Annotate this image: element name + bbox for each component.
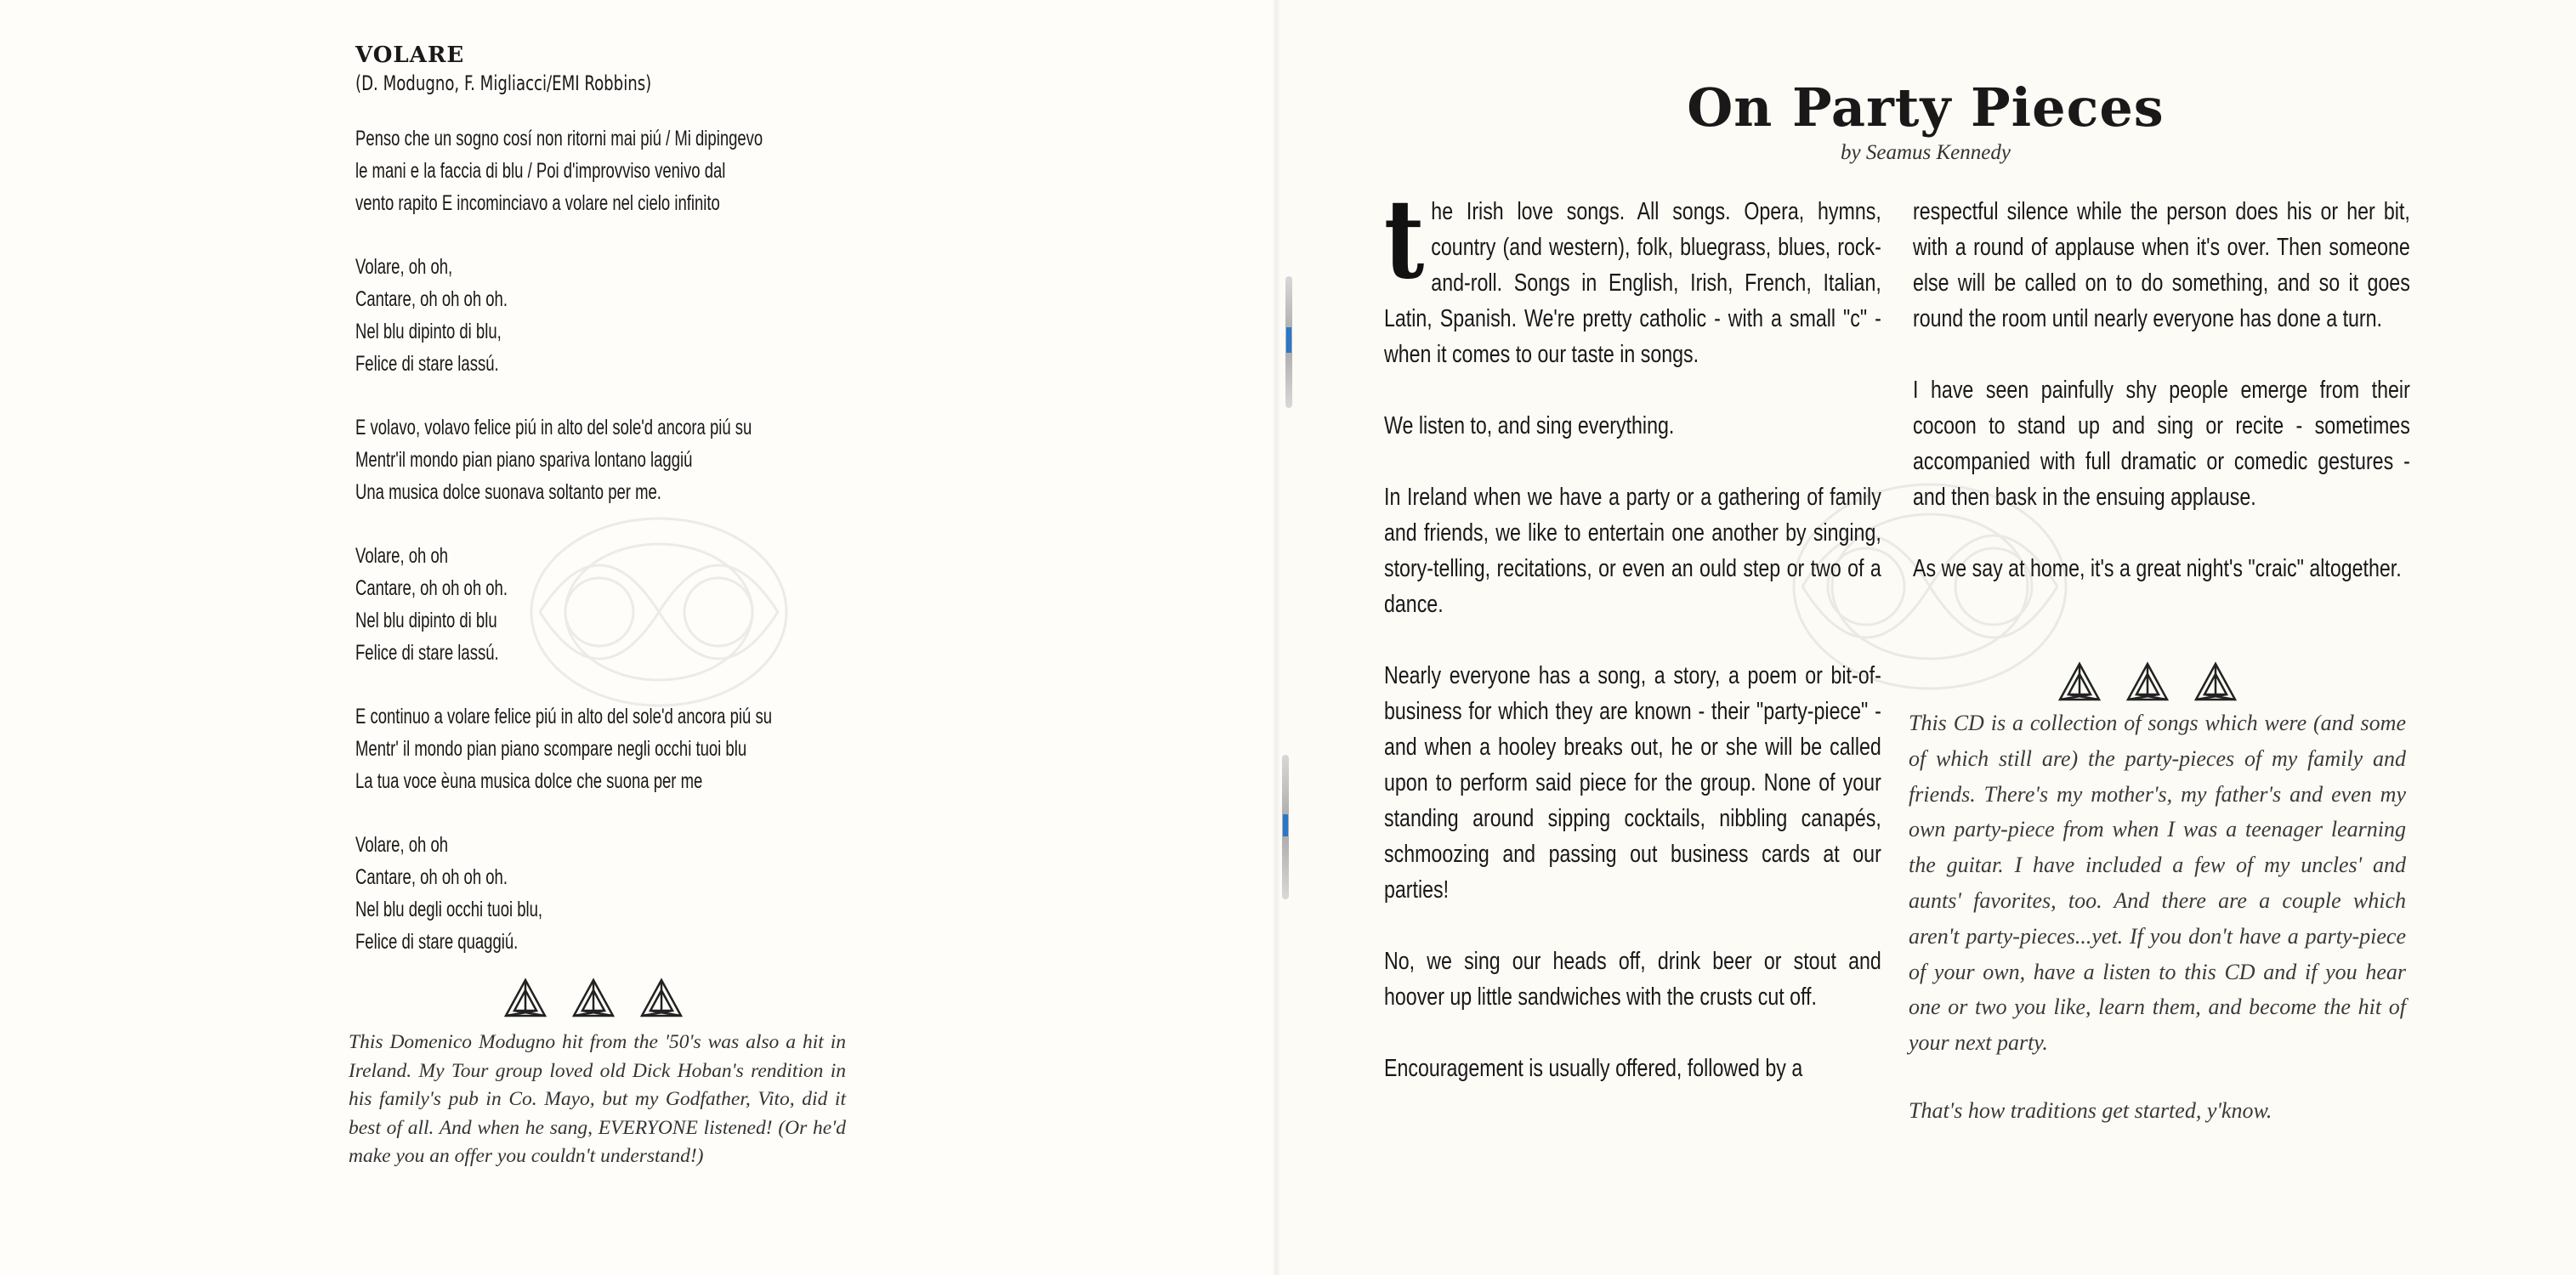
lyric-line: Volare, oh oh, (355, 255, 453, 279)
song-note: This Domenico Modugno hit from the '50's was also a hit in Ireland. My Tour group loved old Dick Hoban's rendition in his family's pub in Co. Mayo, but my Godfather, Vito, did it best of all. And when he sang, EVERYONE listened! (Or he'd make you an offer you couldn't understand!) (349, 1031, 846, 1167)
lyric-line: Penso che un sogno cosí non ritorni mai piú / Mi dipingevo (355, 127, 763, 150)
celtic-triangle-icon (571, 978, 616, 1018)
lyric-line: Volare, oh oh (355, 833, 449, 857)
closing-line: That's how traditions get started, y'know. (1909, 1097, 2272, 1123)
lyric-line: Felice di stare lassú. (355, 641, 499, 665)
lyric-line: Una musica dolce suonava soltanto per me. (355, 480, 661, 504)
first-paragraph-text: he Irish love songs. All songs. Opera, hymns, country (and western), folk, bluegrass, blues, rock-and-roll. Songs in English, Irish, French, Italian, Latin, Spanish. We're pretty catholic - with a small "c" - when it comes to our taste in songs. (1384, 198, 1881, 368)
essay-paragraph (1384, 176, 1881, 372)
song-credit: (D. Modugno, F. Migliacci/EMI Robbins) (355, 71, 652, 95)
lyric-line: Felice di stare quaggiú. (355, 930, 519, 954)
lyric-stanza (355, 829, 848, 958)
song-lyrics-section (355, 42, 848, 989)
staple-top (1285, 276, 1292, 408)
lyric-line: La tua voce èuna musica dolce che suona per me (355, 769, 703, 793)
lyric-stanza (355, 540, 848, 669)
essay-paragraph: I have seen painfully shy people emerge from their cocoon to stand up and sing or recite - sometimes accompanied with full dramatic or comedic gestures - and then bask in the ensuing applause. (1913, 377, 2410, 511)
lyric-line: Nel blu dipinto di blu (355, 609, 497, 632)
lyric-line: Cantare, oh oh oh oh. (355, 576, 508, 600)
essay-column-2 (1913, 194, 2410, 586)
lyric-stanza (355, 700, 848, 797)
lyric-stanza (355, 251, 848, 380)
essay-paragraph: No, we sing our heads off, drink beer or stout and hoover up little sandwiches with the crusts cut off. (1384, 948, 1881, 1011)
lyric-stanza (355, 411, 848, 508)
essay-column-1 (1384, 176, 1881, 1086)
lyric-line: Cantare, oh oh oh oh. (355, 865, 508, 889)
song-title: VOLARE (355, 42, 465, 68)
ornament-row-left (503, 978, 684, 1018)
lyric-line: E volavo, volavo felice piú in alto del sole'd ancora piú su (355, 416, 752, 439)
lyric-line: Felice di stare lassú. (355, 352, 499, 376)
lyric-line: Cantare, oh oh oh oh. (355, 287, 508, 311)
author-byline: by Seamus Kennedy (1841, 141, 2011, 164)
lyric-line: Volare, oh oh (355, 544, 449, 568)
lyric-line: vento rapito E incominciavo a volare nel cielo infinito (355, 191, 720, 215)
lyric-line: Mentr' il mondo pian piano scompare negli occhi tuoi blu (355, 737, 747, 761)
celtic-triangle-icon (2125, 661, 2170, 702)
lyric-line: le mani e la faccia di blu / Poi d'improvviso venivo dal (355, 159, 726, 183)
celtic-triangle-icon (2193, 661, 2238, 702)
essay-paragraph: Encouragement is usually offered, followed by a (1384, 1055, 1803, 1082)
staple-bottom (1282, 755, 1289, 899)
lyric-line: E continuo a volare felice piú in alto del sole'd ancora piú su (355, 705, 772, 728)
lyric-stanza (355, 122, 848, 219)
lyrics (355, 122, 848, 958)
drop-cap: t (1384, 176, 1425, 303)
lyric-line: Nel blu dipinto di blu, (355, 320, 502, 343)
celtic-triangle-icon (2057, 661, 2102, 702)
essay-paragraph: As we say at home, it's a great night's "craic" altogether. (1913, 555, 2402, 582)
cd-collection-note: This CD is a collection of songs which were (and some of which still are) the party-pieces of my family and friends. There's my mother's, my father's and even my own party-piece from when I was a teenager learning the guitar. I have included a few of my uncles' and aunts' favorites, too. And there are a couple which aren't party-pieces...yet. If you don't have a party-piece of your own, have a listen to this CD and if you hear one or two you like, learn them, and become the hit of your next party. (1909, 711, 2406, 1056)
celtic-triangle-icon (639, 978, 684, 1018)
italic-note-block (1909, 706, 2406, 1129)
essay-paragraph: In Ireland when we have a party or a gathering of family and friends, we like to entertain one another by singing, story-telling, recitations, or even an ould step or two of a dance. (1384, 484, 1881, 618)
essay-paragraph: Nearly everyone has a song, a story, a poem or bit-of-business for which they are known - their "party-piece" - and when a hooley breaks out, he or she will be called upon to perform said piece for the group. None of your standing around sipping cocktails, nibbling canapés, schmoozing and passing out business cards at our parties! (1384, 662, 1881, 904)
page-title: On Party Pieces (1687, 76, 2165, 139)
essay-paragraph: We listen to, and sing everything. (1384, 412, 1675, 439)
ornament-row-right (2057, 661, 2238, 702)
essay-paragraph: respectful silence while the person does his or her bit, with a round of applause when it's over. Then someone else will be called on to do something, and so it goes round the room until nearly everyone has done a turn. (1913, 198, 2410, 332)
booklet-fold (1272, 0, 1280, 1275)
celtic-triangle-icon (503, 978, 548, 1018)
lyric-line: Nel blu degli occhi tuoi blu, (355, 898, 543, 921)
lyric-line: Mentr'il mondo pian piano spariva lontano laggiú (355, 448, 693, 472)
